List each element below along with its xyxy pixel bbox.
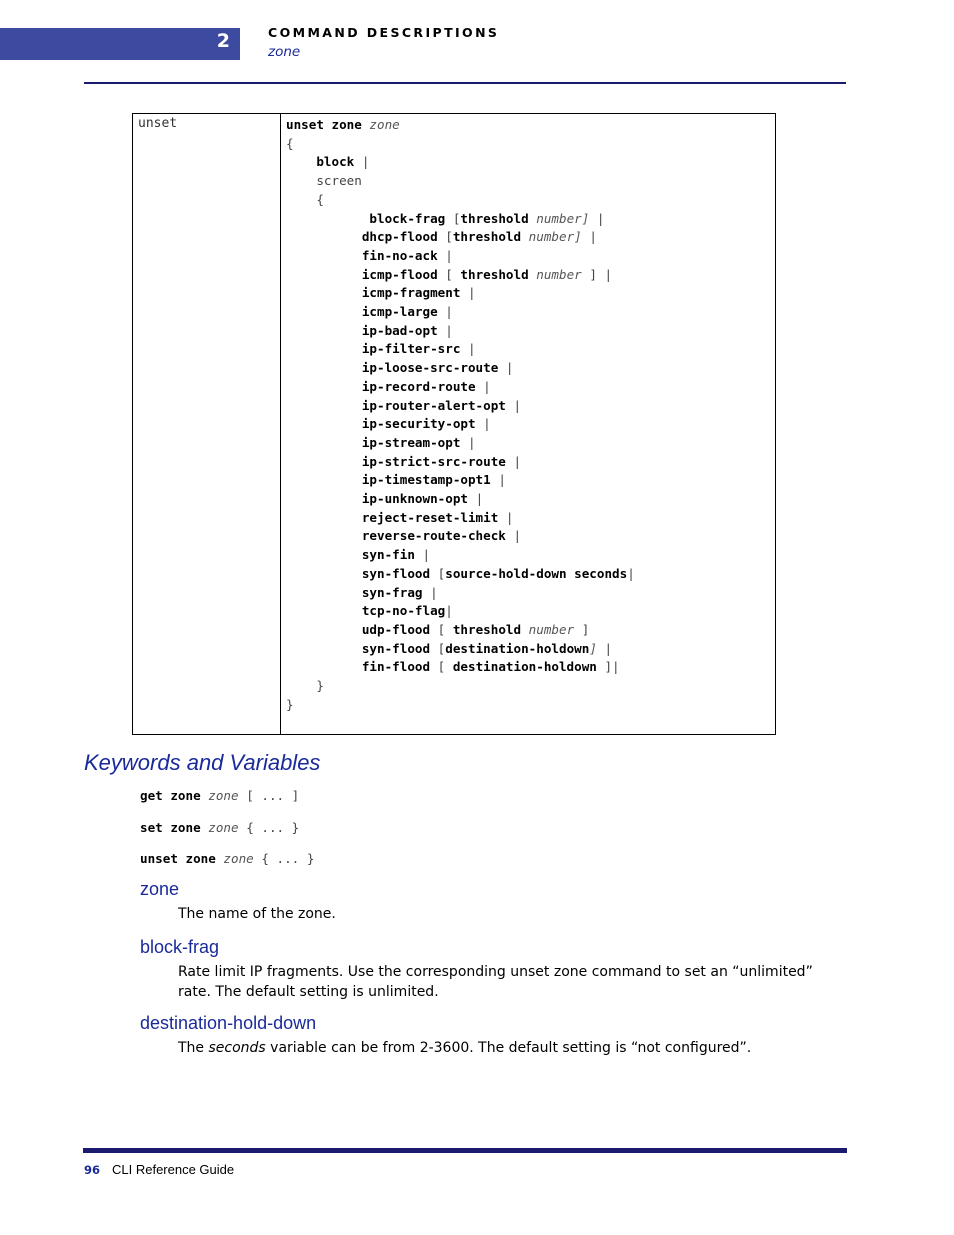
syntax-table-divider [280,114,281,734]
syntax-segment: | [581,229,597,245]
syntax-line [286,192,324,207]
syntax-segment: syn-frag [361,584,423,600]
syntax-line [286,697,294,712]
syntax-line [286,154,369,169]
syntax-line [286,398,521,413]
command-segment: { ... } [253,851,315,866]
syntax-segment: reverse-route-check [361,528,506,544]
syntax-segment: syn-fin [361,547,415,563]
syntax-segment [286,603,362,618]
syntax-segment: [ [430,621,453,637]
command-line-get [140,788,299,803]
syntax-line [286,211,605,226]
syntax-segment [286,491,362,506]
syntax-segment: number [528,621,575,637]
syntax-line [286,416,491,431]
syntax-line [286,379,491,394]
syntax-line [286,304,453,319]
syntax-segment: ] [574,621,590,637]
syntax-line [286,285,476,300]
header-rule [84,82,846,84]
syntax-segment: ] [589,640,597,656]
syntax-segment: ip-unknown-opt [361,491,468,507]
description-segment: variable can be from 2-3600. The default setting is “not configured”. [265,1040,752,1056]
command-segment: unset zone [140,851,216,866]
footer-rule [83,1148,847,1153]
syntax-segment: number] [536,210,590,226]
syntax-segment: | [460,341,476,357]
syntax-segment: destination-holdown [452,659,597,675]
header-subtitle: zone [268,44,301,60]
command-segment: get zone [140,788,201,803]
syntax-segment: [ [445,210,461,226]
syntax-line [286,341,476,356]
syntax-segment [286,510,362,525]
syntax-segment: | [498,509,514,525]
syntax-segment: | [437,247,453,263]
syntax-segment: | [505,397,522,413]
command-segment: zone [208,820,239,835]
syntax-line [286,547,430,562]
term-zone: zone [140,879,180,899]
syntax-segment: | [414,547,431,563]
command-line-set [140,820,299,835]
syntax-segment: | [490,472,506,488]
syntax-segment [286,285,362,300]
syntax-segment: syn-flood [361,640,431,656]
syntax-command-cell: unset [138,116,178,131]
syntax-segment: block [316,154,355,170]
command-segment: [ ... ] [238,788,300,803]
syntax-segment [286,248,362,263]
syntax-segment [286,566,362,581]
description-segment: Rate limit IP fragments. Use the corresponding unset zone command to set an “unlimited” rate. The default setting is unlimited. [178,964,813,1000]
syntax-segment [286,528,362,543]
syntax-segment: threshold [452,229,522,245]
syntax-segment: [ [430,659,453,675]
syntax-segment: ip-strict-src-route [361,453,506,469]
syntax-segment [286,267,362,282]
command-segment: zone [208,788,239,803]
syntax-line [286,622,589,637]
command-segment: { ... } [238,820,300,835]
syntax-line [286,510,513,525]
syntax-segment [286,341,362,356]
syntax-line [286,585,438,600]
syntax-segment: | [596,640,613,656]
syntax-line [286,603,453,618]
syntax-segment: unset zone [286,117,362,132]
desc-zone [178,904,828,924]
syntax-line [286,323,453,338]
syntax-segment: | [460,434,476,450]
syntax-segment: | [475,416,491,432]
syntax-segment [286,229,362,244]
syntax-segment: destination-holdown [445,640,590,656]
syntax-segment: number] [528,229,582,245]
term-destination-hold-down: destination-hold-down [140,1013,317,1033]
syntax-line [286,267,612,282]
chapter-number: 2 [216,30,230,52]
syntax-segment: threshold [452,621,522,637]
syntax-segment: | [467,491,484,507]
syntax-line [286,472,506,487]
syntax-line [286,641,612,656]
syntax-segment: threshold [460,210,529,226]
syntax-segment: | [422,584,438,600]
syntax-segment: threshold [460,266,529,282]
desc-destination-hold-down [178,1038,828,1058]
syntax-segment [286,622,362,637]
syntax-line [286,229,597,244]
term-block-frag: block-frag [140,937,220,957]
description-segment: seconds [208,1040,266,1056]
syntax-segment [286,304,362,319]
syntax-line [286,248,453,263]
syntax-segment [286,547,362,562]
syntax-segment [286,659,362,674]
syntax-segment: fin-no-ack [361,247,438,263]
syntax-segment [286,454,362,469]
syntax-segment: ip-stream-opt [361,434,461,450]
syntax-segment: [ [430,565,446,581]
page-number: 96 [84,1163,101,1177]
syntax-line [286,360,513,375]
syntax-segment: | [354,154,370,170]
syntax-line [286,566,635,581]
syntax-segment: } [286,696,294,712]
command-segment: set zone [140,820,201,835]
syntax-segment: reject-reset-limit [361,509,499,525]
syntax-segment: screen [286,173,362,189]
syntax-segment: [ [430,640,446,656]
command-segment: zone [223,851,254,866]
syntax-line [286,435,476,450]
syntax-line [286,117,400,132]
syntax-segment [286,641,362,656]
syntax-segment [286,416,362,431]
syntax-line [286,678,324,693]
syntax-segment [286,379,362,394]
syntax-line [286,136,294,151]
syntax-segment [286,323,362,338]
syntax-segment: | [475,378,491,394]
section-heading: Keywords and Variables [84,750,321,775]
syntax-segment [286,211,369,226]
syntax-segment: ip-loose-src-route [361,360,499,376]
description-segment: The [178,1040,209,1056]
syntax-segment: icmp-flood [361,266,438,282]
syntax-line [286,454,521,469]
syntax-segment: | [627,565,635,581]
command-line-unset [140,851,314,866]
syntax-segment: icmp-large [361,304,438,320]
chapter-tab [0,28,240,60]
guide-title: CLI Reference Guide [112,1162,235,1177]
syntax-segment: ] | [581,266,613,282]
syntax-segment: number [536,266,582,282]
syntax-code-cell [286,116,635,715]
desc-block-frag [178,962,828,1002]
syntax-segment [286,585,362,600]
syntax-table [132,113,776,735]
syntax-segment [286,435,362,450]
syntax-segment: } [286,678,324,694]
syntax-segment: | [589,210,605,226]
syntax-segment: | [505,528,522,544]
syntax-segment [286,154,316,169]
syntax-segment: { [286,135,294,151]
syntax-segment: ]| [596,659,620,675]
syntax-segment: | [505,453,522,469]
description-segment: The name of the zone. [178,906,336,922]
syntax-segment [286,360,362,375]
header-title: COMMAND DESCRIPTIONS [268,25,500,40]
syntax-segment: icmp-fragment [361,285,461,301]
syntax-segment: [ [437,266,461,282]
syntax-segment: ip-filter-src [361,341,461,357]
syntax-segment: ip-router-alert-opt [361,397,506,413]
syntax-segment: source-hold-down seconds [445,565,628,581]
syntax-segment: ip-timestamp-opt1 [361,472,491,488]
syntax-segment: block-frag [369,210,446,226]
syntax-segment [521,622,529,637]
syntax-segment [286,398,362,413]
syntax-segment: udp-flood [361,621,431,637]
syntax-segment: ip-bad-opt [361,322,438,338]
syntax-line [286,491,483,506]
syntax-line [286,528,521,543]
syntax-segment: [ [437,229,453,245]
syntax-segment: dhcp-flood [361,229,438,245]
syntax-segment: | [437,304,453,320]
syntax-segment: tcp-no-flag [361,603,446,619]
syntax-segment: { [286,191,324,207]
syntax-line [286,173,362,188]
syntax-segment: fin-flood [361,659,431,675]
syntax-segment: | [437,322,453,338]
syntax-segment: syn-flood [361,565,431,581]
syntax-segment: ip-security-opt [361,416,476,432]
syntax-segment [521,229,529,244]
syntax-line [286,659,620,674]
syntax-segment: ip-record-route [361,378,476,394]
syntax-segment: | [498,360,514,376]
syntax-segment: zone [369,117,400,132]
syntax-segment [286,472,362,487]
syntax-segment: | [445,603,453,619]
syntax-segment: | [460,285,476,301]
